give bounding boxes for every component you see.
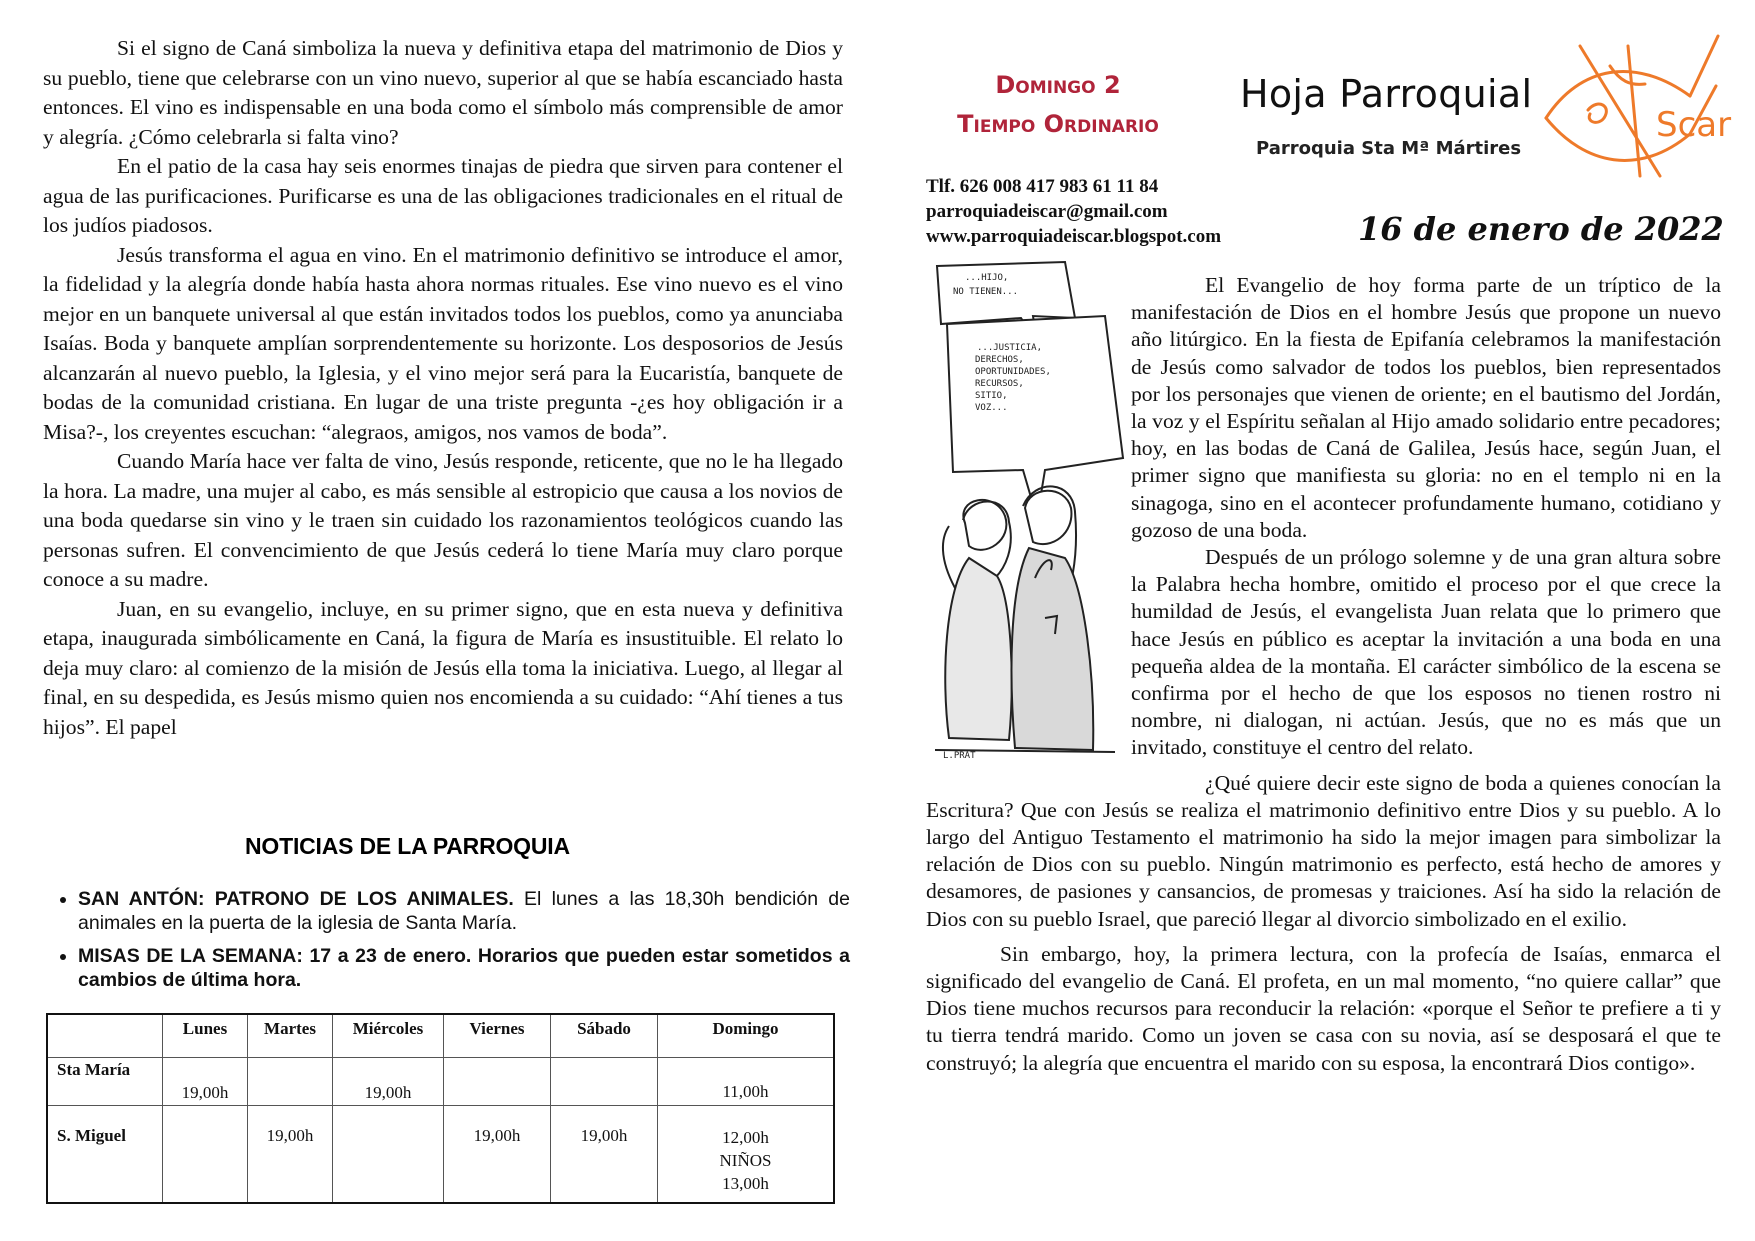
- left-paragraph: Jesús transforma el agua en vino. En el matrimonio definitivo se introduce el amor, la fidelidad y la alegría donde había hasta ahora normas rituales. Ese vino nuevo es el vino mejor en un banquete universal al que están invitados todos los pueblos, como ya anunciaba Isaías. Boda y banquete amplían sorprendentemente su horizonte. Los desposorios de Jesús alcanzarán al nuevo pueblo, la Iglesia, y el vino mejor será para la Eucaristía, banquete de bodas de la comunidad cristiana. En lugar de una triste pregunta -¿es hoy obligación ir a Misa?-, los creyentes escuchan: “alegraos, amigos, nos vamos de boda”.: [43, 242, 843, 444]
- column-header: Miércoles: [333, 1014, 444, 1058]
- table-cell: 19,00h: [248, 1106, 333, 1204]
- cell-line: NIÑOS: [719, 1151, 772, 1170]
- news-item: [78, 887, 850, 935]
- table-cell: [444, 1058, 551, 1106]
- table-cell: 19,00h: [444, 1106, 551, 1204]
- table-cell: [658, 1058, 835, 1106]
- paragraph-gap: [926, 933, 1721, 941]
- table-cell: [163, 1106, 248, 1204]
- bubble-text: NO TIENEN...: [953, 287, 1019, 297]
- logo-text: Scar: [1656, 105, 1732, 145]
- news-item-headline: MISAS DE LA SEMANA: 17 a 23 de enero. Horarios que pueden estar sometidos a cambios de última hora.: [78, 945, 850, 991]
- right-article: [926, 272, 1721, 1077]
- fish-eye-swirl: [1588, 104, 1606, 122]
- news-heading: NOTICIAS DE LA PARROQUIA: [245, 833, 570, 859]
- phone-numbers: Tlf. 626 008 417 983 61 11 84: [926, 176, 1159, 197]
- table-cell: [333, 1106, 444, 1204]
- column-header: Viernes: [444, 1014, 551, 1058]
- table-cell: 19,00h: [163, 1058, 248, 1106]
- bubble-text: ...HIJO,: [965, 273, 1009, 283]
- table-row: [47, 1058, 834, 1106]
- left-paragraph: Juan, en su evangelio, incluye, en su primer signo, que en esta nueva y definitiva etapa, inaugurada simbólicamente en Caná, la figura de María es insustituible. El relato lo deja muy claro: al comienzo de la misión de Jesús ella toma la iniciativa. Luego, al llegar al final, en su despedida, es Jesús mismo quien nos encomienda a su cuidado: “Ahí tienes a tus hijos”. El papel: [43, 596, 843, 739]
- column-header: Lunes: [163, 1014, 248, 1058]
- row-label: Sta María: [47, 1058, 163, 1106]
- left-paragraph: Si el signo de Caná simboliza la nueva y definitiva etapa del matrimonio de Dios y su pueblo, tiene que celebrarse con un vino nuevo, superior al que se había escanciado hasta entonces. El vino es indispensable en una boda como el símbolo más comprensible de amor y alegría. ¿Cómo celebrarla si falta vino?: [43, 36, 843, 149]
- column-header: Domingo: [658, 1014, 835, 1058]
- table-header-row: [47, 1014, 834, 1058]
- column-header: Sábado: [551, 1014, 658, 1058]
- right-paragraph: El Evangelio de hoy forma parte de un tríptico de la manifestación de Dios en el hombre Jesús que propone un nuevo año litúrgico. En la fiesta de Epifanía celebramos la manifestación de Jesús como salvador de todos los pueblos, bien representados por los personajes que vienen de oriente; en el bautismo del Jordán, la voz y el Espíritu señalan al Hijo amado solidario entre pecadores; hoy, en las bodas de Caná de Galilea, Jesús hace, según Juan, el primer signo que manifiesta su gloria: no en el templo ni en la sinagoga, sino en el acontecer profundamente humano, cotidiano y gozoso de una boda.: [1131, 273, 1721, 542]
- left-article: [43, 34, 843, 742]
- bubble-text: SITIO,: [975, 391, 1008, 401]
- page-title: Hoja Parroquial: [1240, 72, 1533, 116]
- artist-signature: L.PRAT: [943, 751, 976, 761]
- fish-fin: [1610, 66, 1645, 84]
- column-header: Martes: [248, 1014, 333, 1058]
- bulletin-date: 16 de enero de 2022: [1358, 210, 1724, 248]
- left-paragraph: En el patio de la casa hay seis enormes tinajas de piedra que sirven para contener el agua de las purificaciones. Purificarse es una de las obligaciones tradicionales en el ritual de los judíos piadosos.: [43, 154, 843, 237]
- table-corner-cell: [47, 1014, 163, 1058]
- table-cell: [248, 1058, 333, 1106]
- right-paragraph: Después de un prólogo solemne y de una gran altura sobre la Palabra hecha hombre, omitido el proceso por el que crece la humildad de Jesús, el evangelista Juan relata que lo primero que hace Jesús en público es aceptar la invitación a una boda en una pequeña aldea de la montaña. El carácter simbólico de la escena se confirma por el hecho de que los esposos no tienen rostro ni nombre, ni dialogan, ni actúan. Jesús, que no es más que un invitado, constituye el centro del relato.: [1131, 545, 1721, 760]
- parish-name: Parroquia Sta Mª Mártires: [1256, 138, 1522, 159]
- table-cell: [551, 1058, 658, 1106]
- mass-schedule-table: [46, 1013, 835, 1204]
- fish-logo-icon: [1540, 26, 1732, 194]
- fish-cross: [1580, 46, 1660, 176]
- bubble-text: OPORTUNIDADES,: [975, 367, 1051, 377]
- sunday-number: Domingo 2: [995, 71, 1121, 99]
- table-cell: [658, 1106, 835, 1204]
- news-item-text: El lunes a las 18,30h bendición de animales en la puerta de la iglesia de Santa María.: [78, 888, 850, 934]
- table-cell: 19,00h: [333, 1058, 444, 1106]
- row-label: S. Miguel: [47, 1106, 163, 1204]
- cell-line: 12,00h: [722, 1128, 769, 1147]
- news-list: [56, 887, 850, 1001]
- liturgical-season: Tiempo Ordinario: [957, 110, 1159, 138]
- news-item: [78, 944, 850, 992]
- liturgical-sunday: [928, 66, 1188, 144]
- news-item-headline: SAN ANTÓN: PATRONO DE LOS ANIMALES.: [78, 888, 514, 910]
- cartoon-spacer: [926, 272, 1131, 792]
- table-row: [47, 1106, 834, 1204]
- email-address: parroquiadeiscar@gmail.com: [926, 201, 1168, 222]
- website-link[interactable]: www.parroquiadeiscar.blogspot.com: [926, 226, 1222, 247]
- bubble-text: DERECHOS,: [975, 355, 1024, 365]
- table-cell: 19,00h: [551, 1106, 658, 1204]
- bubble-text: VOZ...: [975, 403, 1008, 413]
- left-paragraph: Cuando María hace ver falta de vino, Jesús responde, reticente, que no le ha llegado la hora. La madre, una mujer al cabo, es más sensible al estropicio que causa a los novios de una boda quedarse sin vino y le traen sin cuidado los razonamientos teológicos cuando las personas sufren. El convencimiento de que Jesús cederá lo tiene María muy claro porque conoce a su madre.: [43, 449, 843, 591]
- cell-line: 11,00h: [722, 1082, 769, 1101]
- right-paragraph: ¿Qué quiere decir este signo de boda a quienes conocían la Escritura? Que con Jesús se realiza el matrimonio definitivo entre Dios y su pueblo. A lo largo del Antiguo Testamento el matrimonio ha sido la mejor imagen para simbolizar la relación de Dios con su pueblo. Ningún matrimonio es perfecto, está hecho de amores y desamores, de pasiones y cansancios, de promesas y traiciones. Así ha sido la relación de Dios con su pueblo Israel, que pareció llegar al divorcio simbolizado en el exilio.: [926, 770, 1721, 931]
- right-paragraph: Sin embargo, hoy, la primera lectura, con la profecía de Isaías, enmarca el significado del evangelio de Caná. El profeta, en un mal momento, “no quiere callar” que Dios tiene muchos recursos para reconducir la relación: «porque el Señor te prefiere a ti y tu tierra tendrá marido. Como un joven se casa con su novia, así se desposará el que te construyó; la alegría que encuentra el marido con su esposa, la encontrará Dios contigo».: [926, 941, 1721, 1075]
- bubble-text: ...JUSTICIA,: [977, 343, 1043, 353]
- bubble-text: RECURSOS,: [975, 379, 1024, 389]
- contact-block: [926, 174, 1221, 249]
- cell-line: 13,00h: [722, 1174, 769, 1193]
